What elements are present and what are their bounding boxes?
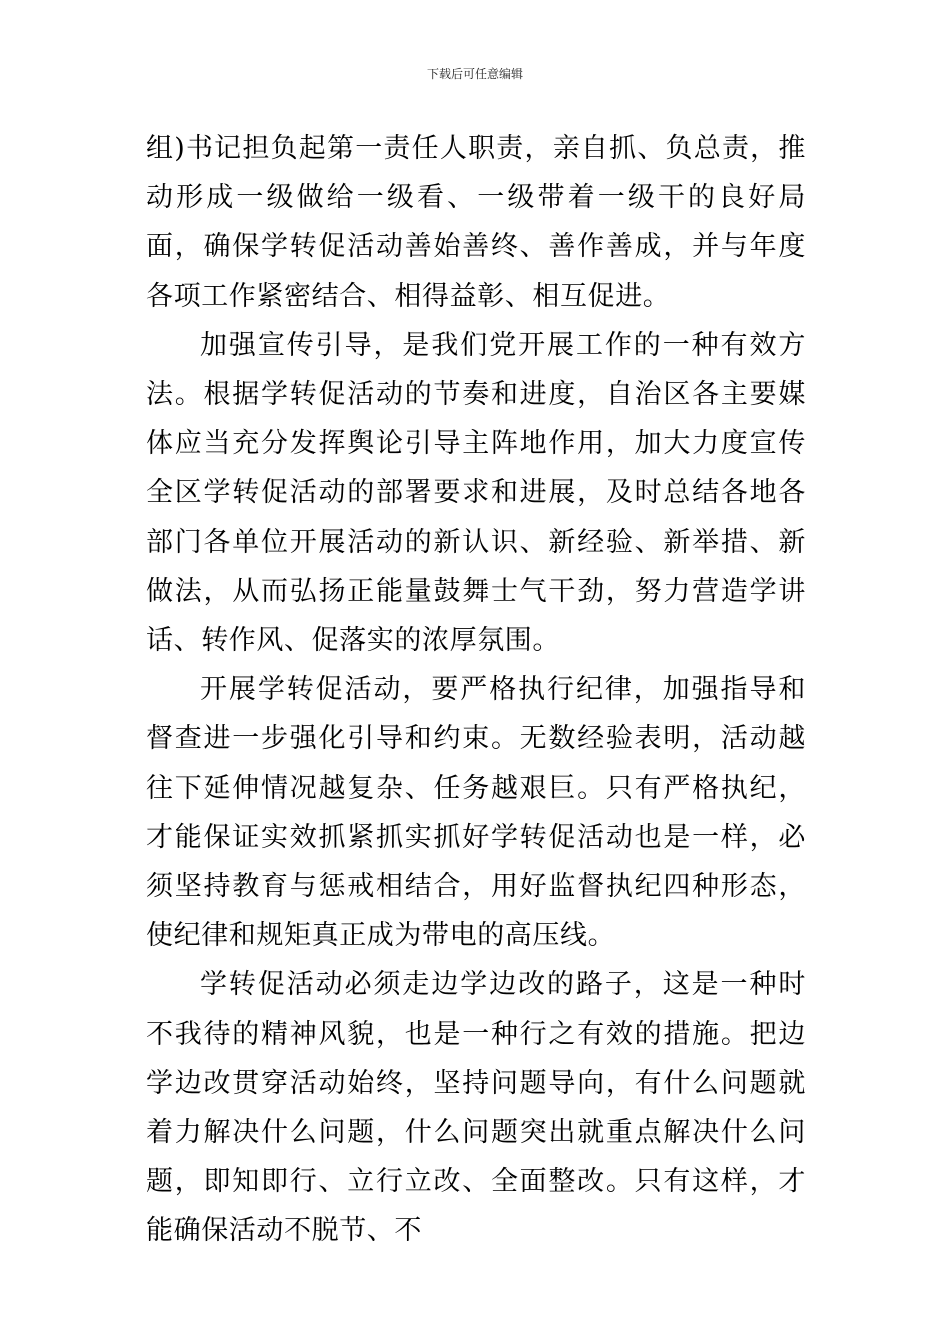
paragraph-1: 组)书记担负起第一责任人职责，亲自抓、负总责，推动形成一级做给一级看、一级带着一级干的良好局面，确保学转促活动善始善终、善作善成，并与年度各项工作紧密结合、相得益彰、相互促进。 [146, 133, 806, 312]
paragraph-2: 加强宣传引导，是我们党开展工作的一种有效方法。根据学转促活动的节奏和进度，自治区各主要媒体应当充分发挥舆论引导主阵地作用，加大力度宣传全区学转促活动的部署要求和进展，及时总结各地各部门各单位开展活动的新认识、新经验、新举措、新做法，从而弘扬正能量鼓舞士气干劲，努力营造学讲话、转作风、促落实的浓厚氛围。 [146, 329, 806, 657]
document-body [146, 124, 806, 1256]
page-header: 下载后可任意编辑 [426, 67, 523, 81]
paragraph-3: 开展学转促活动，要严格执行纪律，加强指导和督查进一步强化引导和约束。无数经验表明，活动越往下延伸情况越复杂、任务越艰巨。只有严格执纪，才能保证实效抓紧抓实抓好学转促活动也是一样，必须坚持教育与惩戒相结合，用好监督执纪四种形态，使纪律和规矩真正成为带电的高压线。 [146, 674, 806, 952]
paragraph-4: 学转促活动必须走边学边改的路子，这是一种时不我待的精神风貌，也是一种行之有效的措施。把边学边改贯穿活动始终，坚持问题导向，有什么问题就着力解决什么问题，什么问题突出就重点解决什么问题，即知即行、立行立改、全面整改。只有这样，才能确保活动不脱节、不 [146, 969, 806, 1247]
